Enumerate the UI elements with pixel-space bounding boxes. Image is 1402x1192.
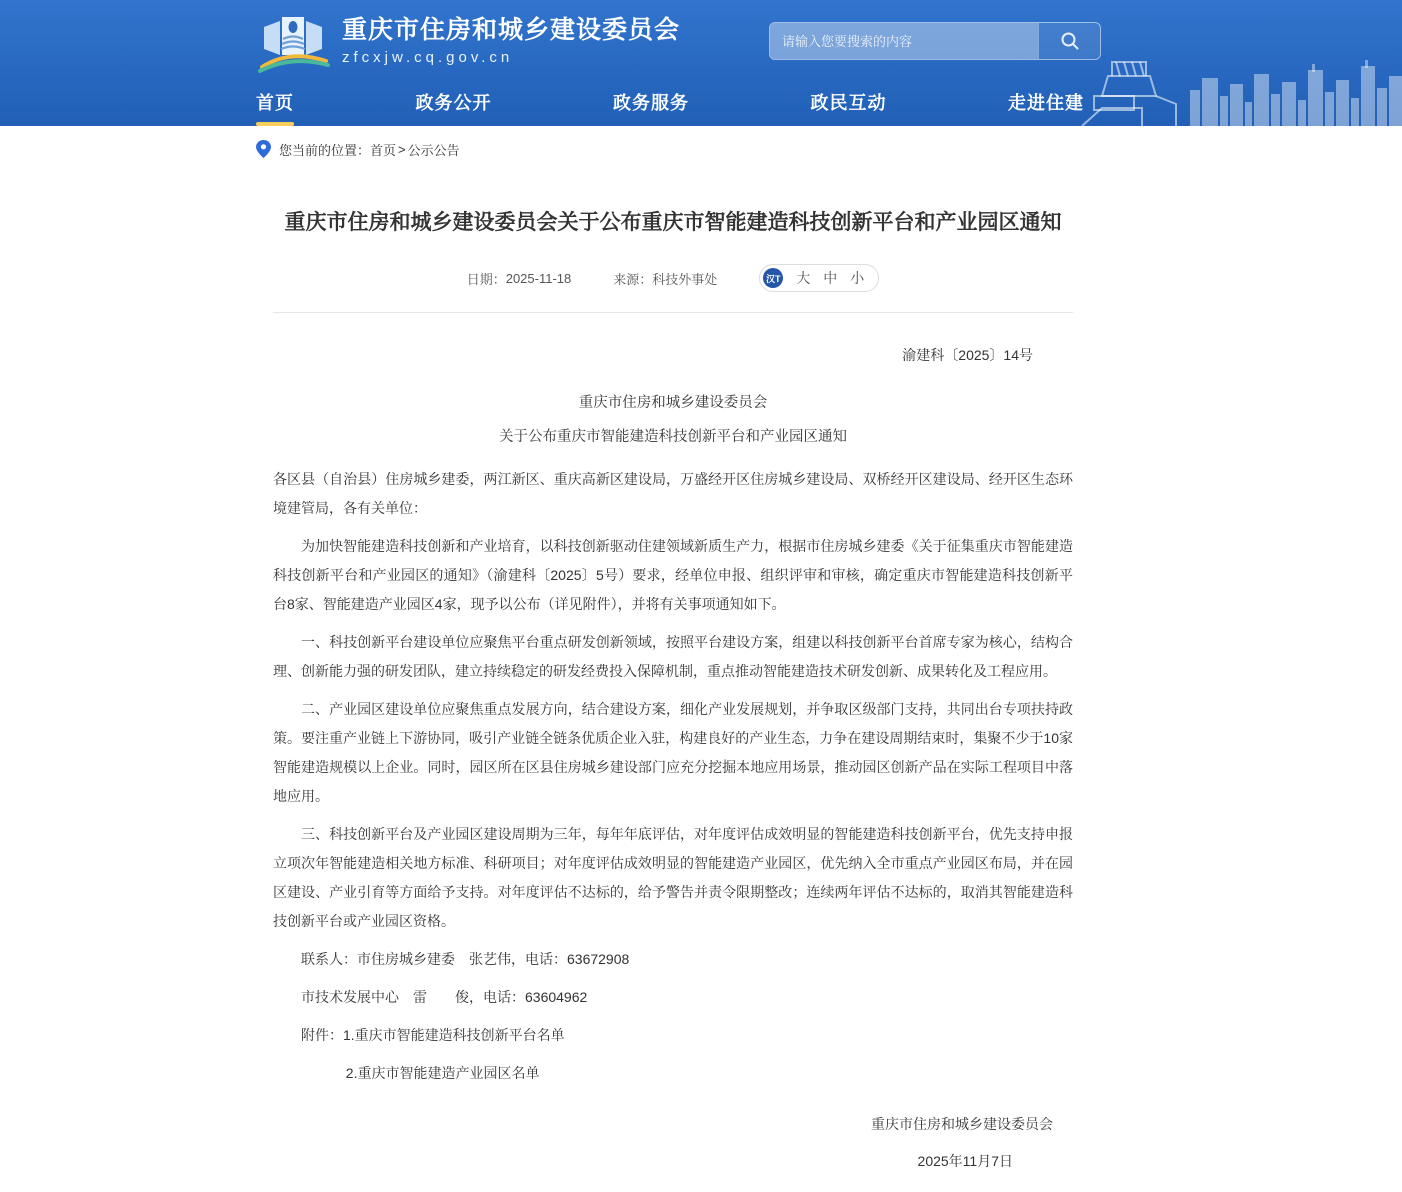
location-pin-icon	[256, 140, 271, 158]
main-nav	[256, 80, 1084, 126]
site-url: zfcxjw.cq.gov.cn	[342, 48, 514, 66]
breadcrumb-current: 公示公告	[407, 142, 460, 158]
article-body	[273, 465, 1073, 1088]
font-size-small-button[interactable]: 小	[850, 270, 865, 286]
signature-org: 重庆市住房和城乡建设委员会	[871, 1116, 1053, 1132]
source-label: 来源：	[613, 271, 653, 287]
article-source	[613, 269, 717, 288]
font-size-large-button[interactable]: 大	[796, 270, 811, 286]
nav-item-gov-info[interactable]: 政务公开	[415, 93, 492, 113]
meta-divider	[273, 312, 1073, 313]
site-header	[0, 0, 1402, 126]
article-container	[273, 208, 1073, 1192]
date-label: 日期：	[466, 271, 506, 287]
header-top	[256, 0, 1101, 80]
search-input[interactable]	[770, 23, 1038, 59]
document-heading-subject: 关于公布重庆市智能建造科技创新平台和产业园区通知	[499, 429, 847, 445]
contact-line-1: 联系人：市住房城乡建委 张艺伟，电话：63672908	[301, 951, 630, 967]
body-paragraph: 一、科技创新平台建设单位应聚焦平台重点研发创新领域，按照平台建设方案，组建以科技创新平台首席专家为核心，结构合理、创新能力强的研发团队，建立持续稳定的研发经费投入保障机制，重点推动智能建造技术研发创新、成果转化及工程应用。	[273, 634, 1073, 679]
body-paragraph: 为加快智能建造科技创新和产业培育，以科技创新驱动住建领域新质生产力，根据市住房城乡建委《关于征集重庆市智能建造科技创新平台和产业园区的通知》（渝建科〔2025〕5号）要求，经单位申报、组织评审和审核，确定重庆市智能建造科技创新平台8家、智能建造产业园区4家，现予以公布（详见附件），并将有关事项通知如下。	[273, 538, 1073, 612]
body-paragraph: 三、科技创新平台及产业园区建设周期为三年，每年年底评估，对年度评估成效明显的智能建造科技创新平台，优先支持申报立项次年智能建造相关地方标准、科研项目；对年度评估成效明显的智能建造产业园区，优先纳入全市重点产业园区布局，并在园区建设、产业引育等方面给予支持。对年度评估不达标的，给予警告并责令限期整改；连续两年评估不达标的，取消其智能建造科技创新平台或产业园区资格。	[273, 826, 1073, 929]
attachment-line-1[interactable]: 附件：1.重庆市智能建造科技创新平台名单	[301, 1027, 565, 1043]
document-number: 渝建科〔2025〕14号	[902, 347, 1033, 363]
breadcrumb-prefix: 您当前的位置：	[279, 142, 371, 158]
search-box	[769, 22, 1101, 60]
body-paragraph: 二、产业园区建设单位应聚焦重点发展方向，结合建设方案，细化产业发展规划，并争取区级部门支持，共同出台专项扶持政策。要注重产业链上下游协同，吸引产业链全链条优质企业入驻，构建良好的产业生态，力争在建设周期结束时，集聚不少于10家智能建造规模以上企业。同时，园区所在区县住房城乡建设部门应充分挖掘本地应用场景，推动园区创新产品在实际工程项目中落地应用。	[273, 701, 1073, 804]
breadcrumb-separator: >	[398, 141, 406, 157]
nav-item-gov-services[interactable]: 政务服务	[613, 93, 689, 113]
date-value: 2025-11-18	[505, 270, 572, 286]
nav-item-public-interaction[interactable]: 政民互动	[810, 93, 887, 113]
document-heading-org: 重庆市住房和城乡建设委员会	[578, 395, 768, 411]
font-size-medium-button[interactable]: 中	[823, 270, 838, 286]
nav-item-home[interactable]: 首页	[256, 89, 294, 117]
nav-item-about[interactable]: 走进住建	[1008, 93, 1084, 113]
article-title: 重庆市住房和城乡建设委员会关于公布重庆市智能建造科技创新平台和产业园区通知	[284, 211, 1062, 234]
breadcrumb	[0, 126, 1402, 172]
font-size-control	[759, 264, 879, 292]
search-button[interactable]	[1038, 23, 1100, 59]
article-date	[467, 269, 572, 288]
article-meta	[273, 264, 1073, 292]
source-value: 科技外事处	[652, 271, 718, 287]
contact-line-2: 市技术发展中心 雷 俊，电话：63604962	[301, 989, 588, 1005]
attachment-line-2[interactable]: 2.重庆市智能建造产业园区名单	[345, 1065, 540, 1081]
cityscape-decoration-icon	[1072, 56, 1402, 126]
signature-block	[273, 1110, 1073, 1192]
site-logo-icon	[256, 9, 330, 73]
salutation-paragraph: 各区县（自治县）住房城乡建委，两江新区、重庆高新区建设局，万盛经开区住房城乡建设局、双桥经开区建设局、经开区生态环境建管局，各有关单位：	[273, 471, 1073, 516]
brand-block	[342, 15, 680, 66]
site-title: 重庆市住房和城乡建设委员会	[342, 15, 681, 44]
search-icon	[1060, 31, 1080, 51]
breadcrumb-home-link[interactable]: 首页	[370, 142, 397, 158]
signature-date: 2025年11月7日	[917, 1153, 1013, 1169]
font-size-icon: 汉T	[763, 268, 783, 288]
